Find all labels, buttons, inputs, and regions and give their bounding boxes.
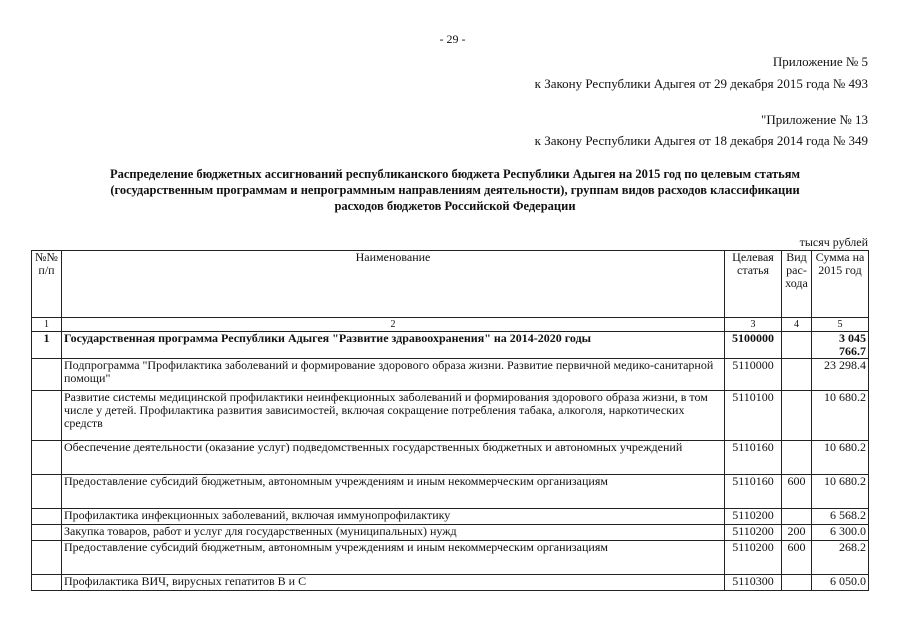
header-kind: Вид рас-хода (782, 251, 812, 318)
units-label: тысяч рублей (799, 235, 868, 249)
row-sum-cell: 6 050.0 (812, 575, 869, 591)
table-row (32, 525, 869, 541)
row-name-cell: Предоставление субсидий бюджетным, автономным учреждениям и иным некоммерческим организациям (62, 541, 725, 575)
title-line-3: расходов бюджетов Российской Федерации (334, 199, 576, 213)
table-row (32, 359, 869, 391)
table-row (32, 391, 869, 441)
row-target-cell: 5110200 (725, 541, 782, 575)
row-target-cell: 5110100 (725, 391, 782, 441)
row-name-cell: Предоставление субсидий бюджетным, автономным учреждениям и иным некоммерческим организациям (62, 475, 725, 509)
row-kind-cell (782, 575, 812, 591)
page-number: - 29 - (439, 32, 466, 46)
row-num-cell (32, 359, 62, 391)
column-number: 2 (62, 318, 725, 332)
row-sum-cell: 6 300.0 (812, 525, 869, 541)
row-target-cell: 5110200 (725, 525, 782, 541)
table-row (32, 575, 869, 591)
row-num-cell (32, 541, 62, 575)
column-number: 4 (782, 318, 812, 332)
row-target-cell: 5110160 (725, 475, 782, 509)
row-kind-cell (782, 332, 812, 359)
header-sum: Сумма на 2015 год (812, 251, 869, 318)
column-number-row (32, 318, 869, 332)
row-name-cell: Обеспечение деятельности (оказание услуг) подведомственных государственных бюджетных и автономных учреждений (62, 441, 725, 475)
row-name-cell: Профилактика инфекционных заболеваний, включая иммунопрофилактику (62, 509, 725, 525)
column-number: 1 (32, 318, 62, 332)
row-sum-cell: 23 298.4 (812, 359, 869, 391)
row-kind-cell (782, 509, 812, 525)
row-target-cell: 5110160 (725, 441, 782, 475)
row-sum-cell: 10 680.2 (812, 475, 869, 509)
row-name-cell: Государственная программа Республики Адыгея "Развитие здравоохранения" на 2014-2020 годы (62, 332, 725, 359)
table-row (32, 441, 869, 475)
title-line-2: (государственным программам и непрограммным направлениям деятельности), группам видов расходов классификации (110, 183, 800, 197)
row-target-cell: 5100000 (725, 332, 782, 359)
row-name-cell: Подпрограмма "Профилактика заболеваний и формирование здорового образа жизни. Развитие первичной медико-санитарной помощи" (62, 359, 725, 391)
title-line-1: Распределение бюджетных ассигнований республиканского бюджета Республики Адыгея на 2015 год по целевым статьям (109, 167, 801, 181)
row-num-cell (32, 391, 62, 441)
table-header-row (32, 251, 869, 318)
row-sum-cell: 6 568.2 (812, 509, 869, 525)
table-row (32, 475, 869, 509)
row-target-cell: 5110300 (725, 575, 782, 591)
table-row (32, 541, 869, 575)
row-num-cell (32, 575, 62, 591)
row-num-cell (32, 509, 62, 525)
appendix-original-label: "Приложение № 13 (761, 112, 868, 127)
row-num-cell (32, 525, 62, 541)
row-name-cell: Закупка товаров, работ и услуг для государственных (муниципальных) нужд (62, 525, 725, 541)
table-row (32, 509, 869, 525)
row-kind-cell (782, 441, 812, 475)
column-number: 5 (812, 318, 869, 332)
header-target: Целевая статья (725, 251, 782, 318)
row-sum-cell: 268.2 (812, 541, 869, 575)
header-name: Наименование (62, 251, 725, 318)
row-num-cell (32, 475, 62, 509)
appendix-original-law-reference: к Закону Республики Адыгея от 18 декабря 2014 года № 349 (534, 133, 868, 148)
row-num-cell: 1 (32, 332, 62, 359)
row-kind-cell: 200 (782, 525, 812, 541)
appendix-label: Приложение № 5 (772, 54, 868, 69)
header-num: №№ п/п (32, 251, 62, 318)
row-target-cell: 5110200 (725, 509, 782, 525)
row-kind-cell: 600 (782, 541, 812, 575)
row-sum-cell: 10 680.2 (812, 391, 869, 441)
column-number: 3 (725, 318, 782, 332)
row-kind-cell (782, 359, 812, 391)
row-sum-cell: 10 680.2 (812, 441, 869, 475)
budget-table (31, 250, 869, 591)
table-row (32, 332, 869, 359)
appendix-law-reference: к Закону Республики Адыгея от 29 декабря 2015 года № 493 (534, 76, 868, 91)
row-kind-cell: 600 (782, 475, 812, 509)
row-name-cell: Профилактика ВИЧ, вирусных гепатитов В и С (62, 575, 725, 591)
row-kind-cell (782, 391, 812, 441)
row-num-cell (32, 441, 62, 475)
document-title (60, 166, 850, 214)
row-target-cell: 5110000 (725, 359, 782, 391)
row-name-cell: Развитие системы медицинской профилактики неинфекционных заболеваний и формирования здорового образа жизни, в том числе у детей. Профилактика развития зависимостей, включая сокращение потребления табака, алкоголя, наркотических средств (62, 391, 725, 441)
row-sum-cell: 3 045 766.7 (812, 332, 869, 359)
